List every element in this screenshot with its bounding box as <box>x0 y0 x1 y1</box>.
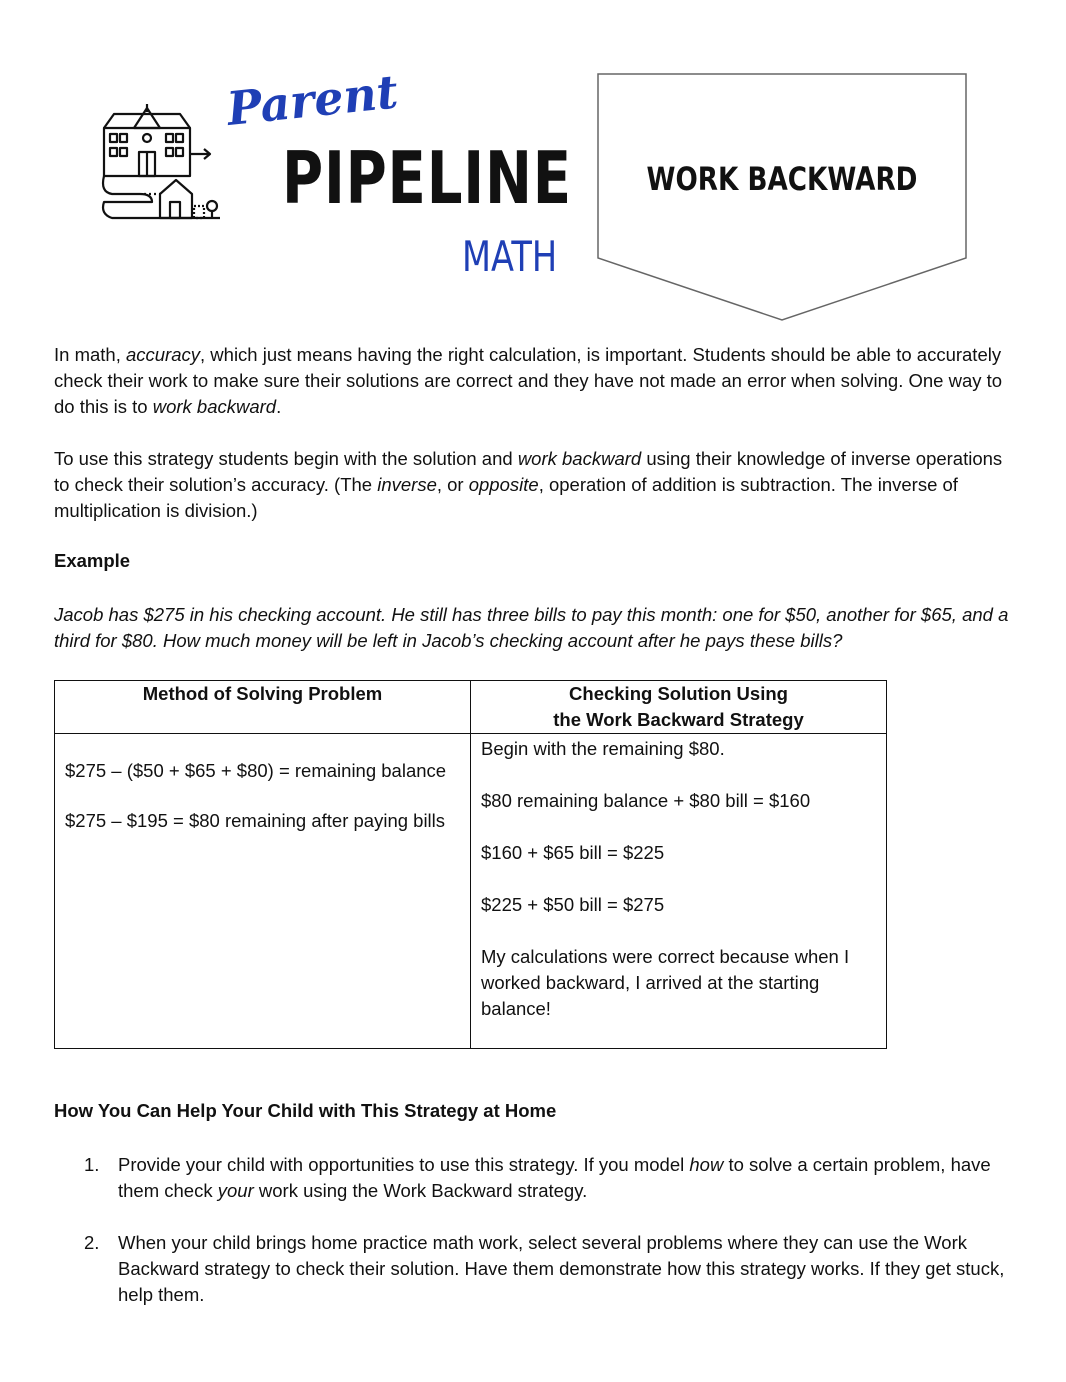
check-conclusion: My calculations were correct because when I worked backward, I arrived at the starting balance! <box>481 946 850 1019</box>
method-step: $275 – $195 = $80 remaining after paying bills <box>65 810 446 831</box>
help-list <box>54 1152 1014 1334</box>
check-cell <box>471 734 887 1049</box>
list-item: 1. Provide your child with opportunities to use this strategy. If you model how to solve a certain problem, have them check your work using the Work Backward strategy. <box>84 1154 991 1201</box>
banner-title: WORK BACKWARD <box>646 160 918 198</box>
school-house-icon <box>100 102 230 252</box>
header-checking: Checking Solution Using the Work Backward Strategy <box>471 681 887 734</box>
strategy-banner <box>596 72 968 322</box>
check-step: $160 + $65 bill = $225 <box>481 842 665 863</box>
method-cell <box>55 734 471 1049</box>
check-step: Begin with the remaining $80. <box>481 738 725 759</box>
check-step: $80 remaining balance + $80 bill = $160 <box>481 790 811 811</box>
intro-paragraph-1: In math, accuracy, which just means having the right calculation, is important. Students should be able to accurately check their work to make sure their solutions are correct and they have not made an error when solving. One way to do this is to work backward. <box>54 344 1003 417</box>
parent-pipeline-logo <box>100 64 572 292</box>
header-method: Method of Solving Problem <box>55 681 471 734</box>
example-heading: Example <box>54 550 131 571</box>
table-header-row <box>55 681 887 734</box>
method-step: $275 – ($50 + $65 + $80) = remaining balance <box>65 760 447 781</box>
example-problem: Jacob has $275 in his checking account. He still has three bills to pay this month: one for $50, another for $65, and a third for $80. How much money will be left in Jacob’s checking account after he pays these bills? <box>54 604 1009 651</box>
logo-math-text: MATH <box>462 232 558 281</box>
logo-parent-text: Parent <box>224 64 401 136</box>
help-heading: How You Can Help Your Child with This Strategy at Home <box>54 1100 557 1121</box>
logo-pipeline-text: PIPELINE <box>282 136 572 220</box>
example-table <box>54 680 887 1049</box>
intro-paragraph-2: To use this strategy students begin with the solution and work backward using their knowledge of inverse operations to check their solution’s accuracy. (The inverse, or opposite, operation of addition is subtraction. The inverse of multiplication is division.) <box>54 448 1003 521</box>
list-item: 2. When your child brings home practice math work, select several problems where they can use the Work Backward strategy to check their solution. Have them demonstrate how this strategy works. If they get stuck, help them. <box>84 1232 1005 1305</box>
table-row <box>55 734 887 1049</box>
check-step: $225 + $50 bill = $275 <box>481 894 665 915</box>
